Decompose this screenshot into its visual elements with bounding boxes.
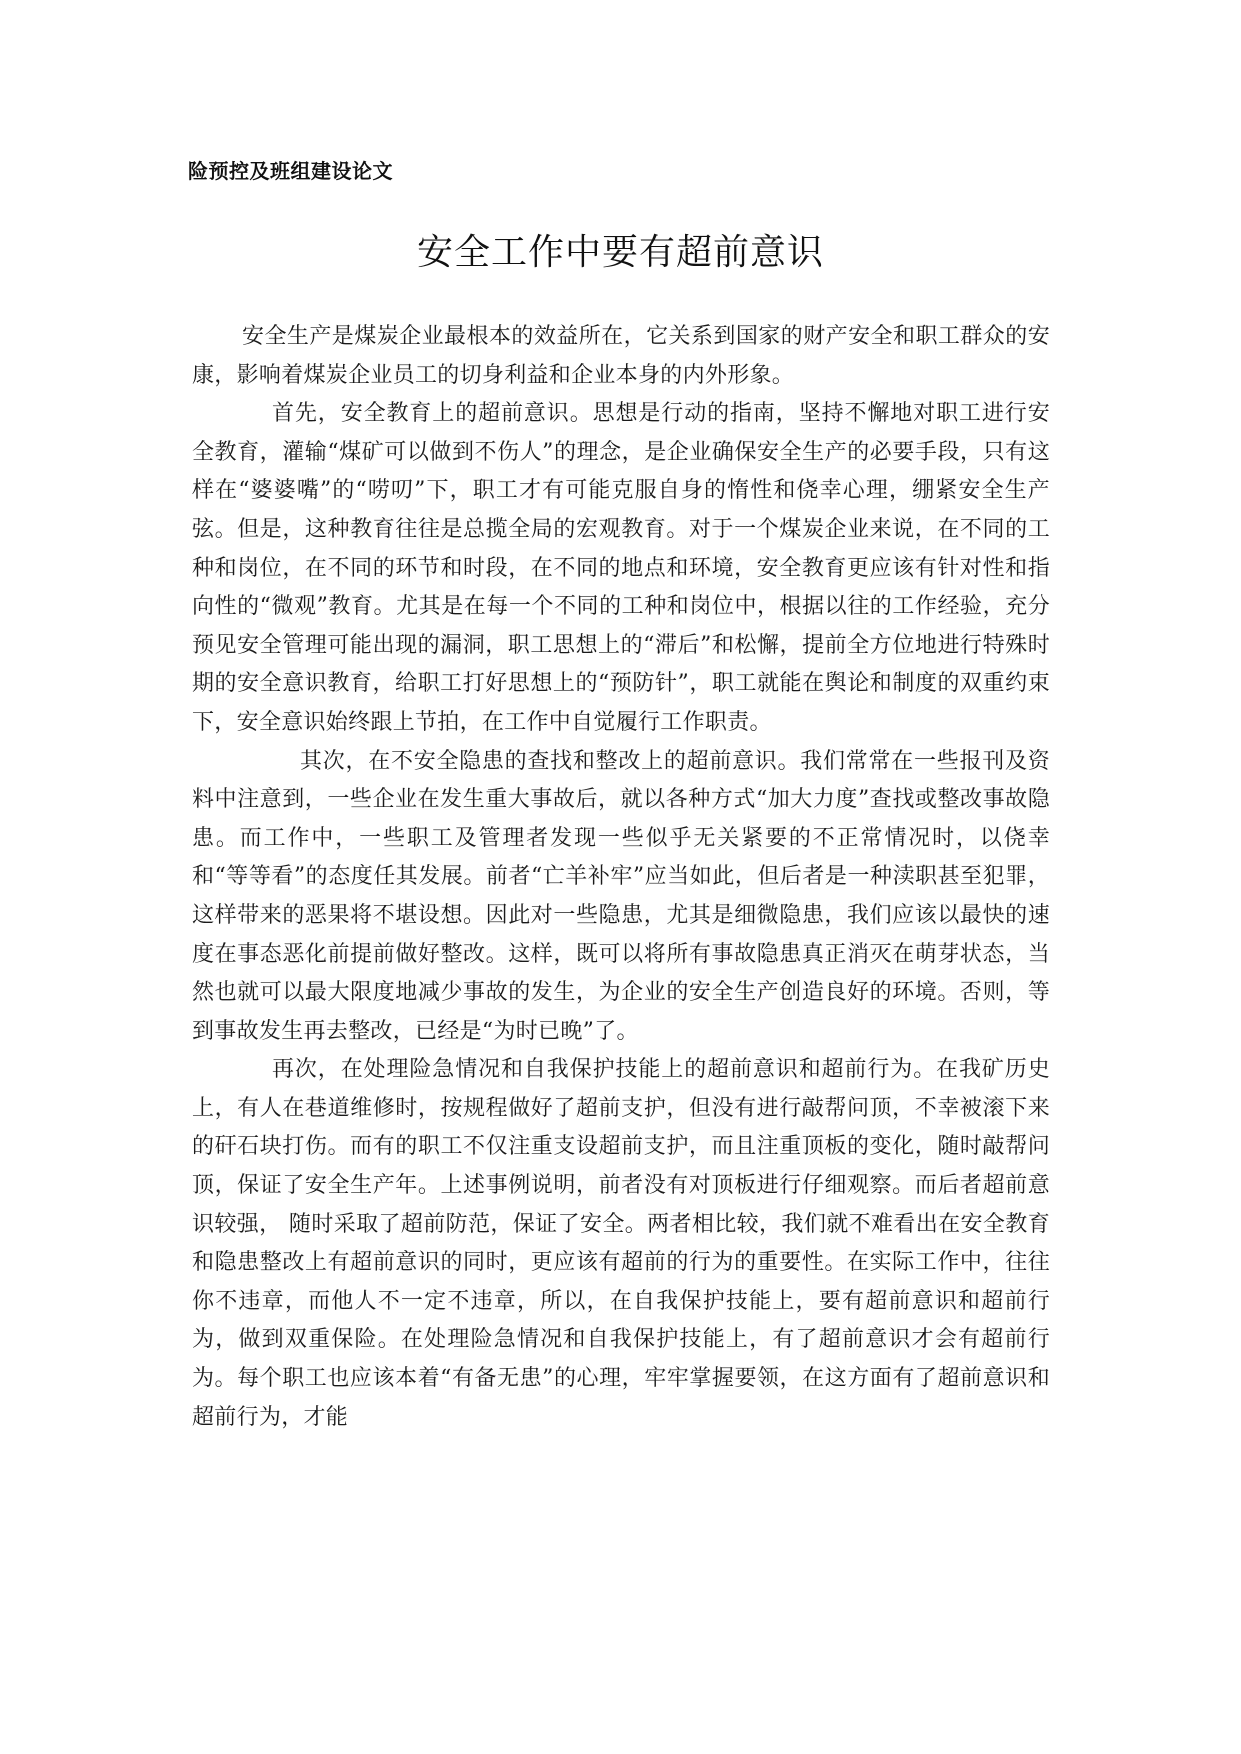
paragraph-self-protection: 再次，在处理险急情况和自我保护技能上的超前意识和超前行为。在我矿历史上，有人在巷道维修时，按规程做好了超前支护，但没有进行敲帮问顶，不幸被滚下来的矸石块打伤。而有的职工不仅注重支设超前支护，而且注重顶板的变化，随时敲帮问顶，保证了安全生产年。上述事例说明，前者没有对顶板进行仔细观察。而后者超前意识较强， 随时采取了超前防范，保证了安全。两者相比较，我们就不难看出在安全教育和隐患整改上有超前意识的同时，更应该有超前的行为的重要性。在实际工作中，往往你不违章，而他人不一定不违章，所以，在自我保护技能上，要有超前意识和超前行为，做到双重保险。在处理险急情况和自我保护技能上，有了超前意识才会有超前行为。每个职工也应该本着“有备无患”的心理，牢牢掌握要领，在这方面有了超前意识和超前行为，才能 — [192, 1057, 1050, 1430]
paragraph-hazard-rectification: 其次，在不安全隐患的查找和整改上的超前意识。我们常常在一些报刊及资料中注意到，一些企业在发生重大事故后，就以各种方式“加大力度”查找或整改事故隐患。而工作中，一些职工及管理者发现一些似乎无关紧要的不正常情况时，以侥幸和“等等看”的态度任其发展。前者“亡羊补牢”应当如此，但后者是一种渎职甚至犯罪，这样带来的恶果将不堪设想。因此对一些隐患，尤其是细微隐患，我们应该以最快的速度在事态恶化前提前做好整改。这样，既可以将所有事故隐患真正消灭在萌芽状态，当然也就可以最大限度地减少事故的发生，为企业的安全生产创造良好的环境。否则，等到事故发生再去整改，已经是“为时已晚”了。 — [192, 748, 1050, 1044]
paragraph-intro: 安全生产是煤炭企业最根本的效益所在，它关系到国家的财产安全和职工群众的安康，影响着煤炭企业员工的切身利益和企业本身的内外形象。 — [192, 324, 1050, 388]
header-label: 险预控及班组建设论文 — [188, 159, 393, 183]
document-body — [192, 318, 1050, 1437]
document-title: 安全工作中要有超前意识 — [416, 232, 824, 273]
paragraph-safety-education: 首先，安全教育上的超前意识。思想是行动的指南，坚持不懈地对职工进行安全教育，灌输“煤矿可以做到不伤人”的理念，是企业确保安全生产的必要手段，只有这样在“婆婆嘴”的“唠叨”下，职工才有可能克服自身的惰性和侥幸心理，绷紧安全生产弦。但是，这种教育往往是总揽全局的宏观教育。对于一个煤炭企业来说，在不同的工种和岗位，在不同的环节和时段，在不同的地点和环境，安全教育更应该有针对性和指向性的“微观”教育。尤其是在每一个不同的工种和岗位中，根据以往的工作经验，充分预见安全管理可能出现的漏洞，职工思想上的“滞后”和松懈，提前全方位地进行特殊时期的安全意识教育，给职工打好思想上的“预防针”，职工就能在舆论和制度的双重约束下，安全意识始终跟上节拍，在工作中自觉履行工作职责。 — [192, 401, 1050, 735]
